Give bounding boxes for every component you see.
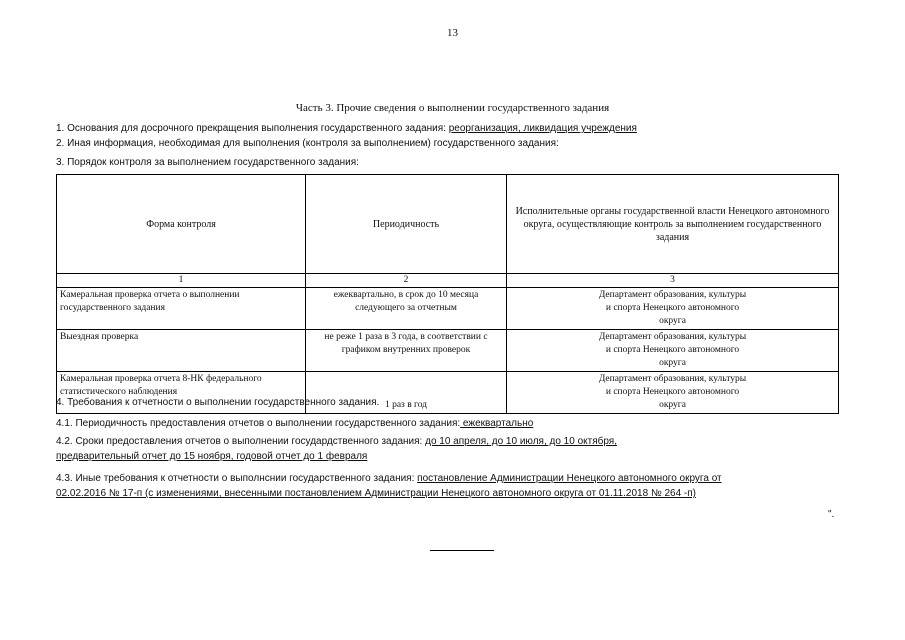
separator-line [430, 550, 494, 551]
item-1-label: 1. Основания для досрочного прекращения выполнения государственного задания: [56, 123, 449, 134]
closing-quote: ". [828, 509, 835, 520]
item-4-3-label: 4.3. Иные требования к отчетности о выполнснии государственного задания: [56, 473, 418, 484]
table-row [57, 330, 839, 372]
item-4-2-value-1: до 10 апреля, до 10 июля, до 10 октября, [425, 436, 617, 447]
col-number: 1 [57, 274, 306, 288]
item-4-2-label: 4.2. Сроки предоставления отчетов о выполнении государдственного задания: [56, 436, 426, 447]
header-authorities: Исполнительные органы государственной власти Ненецкого автономного округа, осуществляющие контроль за выполнением государственного задания [507, 175, 839, 274]
item-4-3-value-1: постановление Администрации Ненецкого автономного округа от [417, 473, 722, 484]
item-4-2-value-2: предварительный отчет до 15 ноября, годовой отчет до 1 февраля [56, 451, 368, 462]
item-4-1-value: ежеквартально [460, 418, 534, 429]
cell-periodicity: 1 раз в год [306, 372, 507, 414]
cell-periodicity: не реже 1 раза в 3 года, в соответствии с графиком внутренних проверок [306, 330, 507, 372]
col-number: 3 [507, 274, 839, 288]
item-2: 2. Иная информация, необходимая для выполнения (контроля за выполнением) государственного задания: [56, 138, 559, 149]
page-number: 13 [447, 27, 458, 39]
cell-authority: Департамент образования, культуры и спорта Ненецкого автономного округа [507, 330, 839, 372]
cell-authority: Департамент образования, культуры и спорта Ненецкого автономного округа [507, 372, 839, 414]
item-4-2 [56, 436, 617, 447]
control-table [56, 174, 839, 414]
cell-form: Камеральная проверка отчета о выполнении государственного задания [57, 288, 306, 330]
cell-periodicity: ежеквартально, в срок до 10 месяца следующего за отчетным [306, 288, 507, 330]
cell-form: Выездная проверка [57, 330, 306, 372]
header-periodicity: Периодичность [306, 175, 507, 274]
item-4-3 [56, 473, 722, 484]
item-1 [56, 123, 637, 134]
item-1-value: реорганизация, ликвидация учреждения [448, 123, 637, 134]
item-3: 3. Порядок контроля за выполнением государственного задания: [56, 157, 359, 168]
item-4-3-value-2: 02.02.2016 № 17-п (с изменениями, внесенными постановлением Администрации Ненецкого автономного округа от 01.11.2018 № 264 -п) [56, 488, 696, 499]
part-title: Часть 3. Прочие сведения о выполнении государственного задания [295, 102, 610, 114]
table-number-row [57, 274, 839, 288]
item-4-1-label: 4.1. Периодичность предоставления отчетов о выполнении государственного задания: [56, 418, 461, 429]
table-row [57, 288, 839, 330]
item-4: 4. Требования к отчетности о выполнении государственного задания. [56, 397, 380, 408]
cell-authority: Департамент образования, культуры и спорта Ненецкого автономного округа [507, 288, 839, 330]
table-header-row [57, 175, 839, 274]
col-number: 2 [306, 274, 507, 288]
cell-form: Камеральная проверка отчета 8-НК федерального статистического наблюдения [57, 372, 306, 414]
item-4-1 [56, 418, 533, 429]
header-form: Форма контроля [57, 175, 306, 274]
